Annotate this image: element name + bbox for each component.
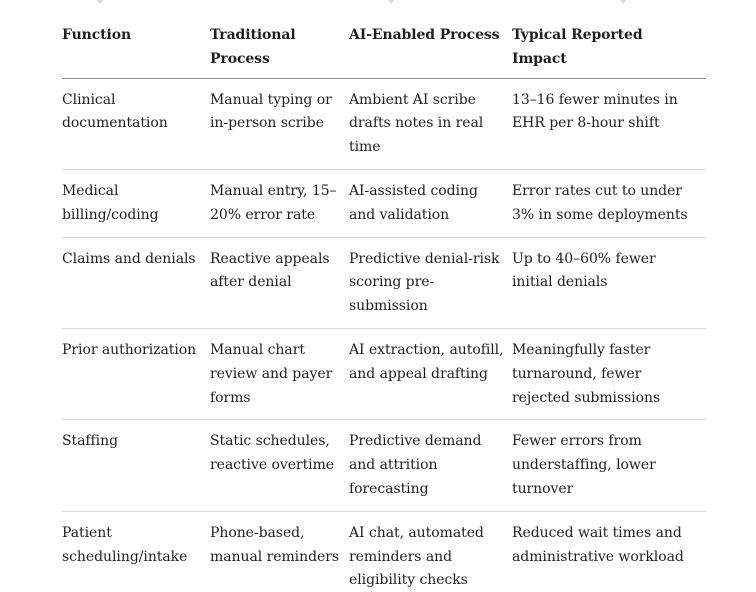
comparison-table-container [62, 24, 706, 592]
cell-traditional: Manual typing or in-person scribe [210, 78, 349, 169]
cell-function: Claims and denials [62, 237, 210, 328]
cell-function: Prior authorization [62, 328, 210, 419]
table-row [62, 328, 706, 419]
cell-ai-enabled: Predictive demand and attrition forecasting [349, 420, 512, 511]
cell-traditional: Manual chart review and payer forms [210, 328, 349, 419]
scroll-marker-left [97, 0, 103, 4]
table-row [62, 420, 706, 511]
cell-impact: Reduced wait times and administrative workload [512, 511, 706, 592]
cell-ai-enabled: Ambient AI scribe drafts notes in real time [349, 78, 512, 169]
cell-function: Patient scheduling/intake [62, 511, 210, 592]
table-row [62, 237, 706, 328]
cell-impact: Meaningfully faster turnaround, fewer rejected submissions [512, 328, 706, 419]
cell-impact: Fewer errors from understaffing, lower turnover [512, 420, 706, 511]
header-traditional-process: Traditional Process [210, 24, 349, 78]
cell-ai-enabled: Predictive denial-risk scoring pre-submission [349, 237, 512, 328]
cell-ai-enabled: AI chat, automated reminders and eligibility checks [349, 511, 512, 592]
table-row [62, 169, 706, 237]
comparison-table [62, 24, 706, 592]
scroll-marker-mid [388, 0, 394, 4]
cell-impact: Up to 40–60% fewer initial denials [512, 237, 706, 328]
cell-impact: Error rates cut to under 3% in some deployments [512, 169, 706, 237]
cell-traditional: Phone-based, manual reminders [210, 511, 349, 592]
cell-traditional: Manual entry, 15–20% error rate [210, 169, 349, 237]
cell-function: Medical billing/coding [62, 169, 210, 237]
cell-ai-enabled: AI extraction, autofill, and appeal drafting [349, 328, 512, 419]
cell-function: Staffing [62, 420, 210, 511]
header-function: Function [62, 24, 210, 78]
table-row [62, 78, 706, 169]
header-typical-reported-impact: Typical Reported Impact [512, 24, 706, 78]
table-header-row [62, 24, 706, 78]
cell-impact: 13–16 fewer minutes in EHR per 8-hour shift [512, 78, 706, 169]
cell-traditional: Reactive appeals after denial [210, 237, 349, 328]
cell-function: Clinical documentation [62, 78, 210, 169]
scroll-marker-right [620, 0, 626, 4]
header-ai-enabled-process: AI-Enabled Process [349, 24, 512, 78]
cell-traditional: Static schedules, reactive overtime [210, 420, 349, 511]
table-row [62, 511, 706, 592]
cell-ai-enabled: AI-assisted coding and validation [349, 169, 512, 237]
